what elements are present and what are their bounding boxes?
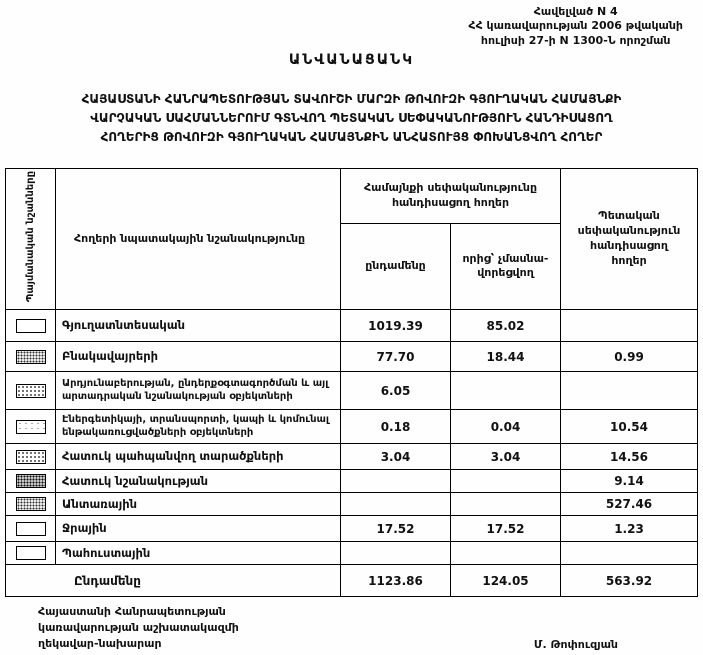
value-community-of-which: 18.44 [451,342,561,372]
row-label: Գյուղատնտեսական [56,310,341,342]
row-label: Հատուկ նշանակության [56,470,341,493]
value-state: 1.23 [561,516,698,542]
row-label: Ջրային [56,516,341,542]
table-row [6,410,698,444]
subtitle-line-2: ՎԱՐՉԱԿԱՆ ՍԱՀՄԱՆՆԵՐՈՒՄ ԳՏՆՎՈՂ ՊԵՏԱԿԱՆ ՍԵՓԱԿԱՆՈՒԹՅՈՒՆ ՀԱՆԴԻՍԱՑՈՂ [90,111,613,126]
annex-line-1: Հավելված N 4 [533,5,618,18]
value-community-of-which [451,372,561,410]
legend-swatch [16,450,46,464]
signatory-line-3: ղեկավար-նախարար [38,636,162,650]
value-community-of-which: 3.04 [451,444,561,470]
table-total-row [6,565,698,597]
legend-cell [6,342,56,372]
value-community-of-which: 17.52 [451,516,561,542]
table-row [6,444,698,470]
header-community-total: ընդամենը [341,223,451,310]
value-state [561,542,698,565]
value-community-total: 0.18 [341,410,451,444]
subtitle-line-1: ՀԱՅԱՍՏԱՆԻ ՀԱՆՐԱՊԵՏՈՒԹՅԱՆ ՏԱՎՈՒՇԻ ՄԱՐԶԻ ԹՈՎՈՒԶԻ ԳՅՈՒՂԱԿԱՆ ՀԱՄԱՅՆՔԻ [81,92,622,106]
value-state [561,372,698,410]
table-header [6,169,698,310]
row-label: Հատուկ պահպանվող տարածքների [56,444,341,470]
value-community-of-which [451,493,561,516]
row-label: Արդյունաբերության, ընդերքօգտագործման և այլ արտադրական նշանակության օբյեկտների [56,372,341,410]
table-row [6,493,698,516]
legend-swatch [16,420,46,434]
legend-cell [6,542,56,565]
value-community-total: 6.05 [341,372,451,410]
row-label: Բնակավայրերի [56,342,341,372]
legend-swatch [16,474,46,488]
table-row [6,542,698,565]
total-community-total: 1123.86 [341,565,451,597]
legend-swatch [16,350,46,364]
legend-cell [6,444,56,470]
total-label: Ընդամենը [6,565,341,597]
header-state-owned: Պետական սեփականություն հանդիսացող հողեր [561,169,698,310]
land-allocation-table [5,168,698,597]
legend-swatch [16,319,46,333]
value-community-of-which: 85.02 [451,310,561,342]
document-subtitle [8,90,695,148]
annex-line-3: հուլիսի 27-ի N 1300-Ն որոշման [480,33,671,47]
signatory-title-block [38,604,239,652]
value-community-of-which [451,542,561,565]
signatory-line-2: կառավարության աշխատակազմի [38,620,239,634]
header-conventional-signs [6,169,56,310]
legend-cell [6,516,56,542]
legend-cell [6,410,56,444]
value-community-total: 3.04 [341,444,451,470]
value-community-total [341,470,451,493]
legend-swatch [16,522,46,536]
subtitle-line-3: ՀՈՂԵՐԻՑ ԹՈՎՈՒԶԻ ԳՅՈՒՂԱԿԱՆ ՀԱՄԱՅՆՔԻՆ ԱՆՀԱՏՈՒՅՑ ՓՈԽԱՆՑՎՈՂ ՀՈՂԵՐ [100,130,603,145]
row-label: Էներգետիկայի, տրանսպորտի, կապի և կոմունալ ենթակառուցվածքների օբյեկտների [56,410,341,444]
row-label: Անտառային [56,493,341,516]
header-community-of-which: որից՝ չմասնա-վորեցվող [451,223,561,310]
value-community-total: 17.52 [341,516,451,542]
value-community-total: 77.70 [341,342,451,372]
value-state: 10.54 [561,410,698,444]
value-state: 0.99 [561,342,698,372]
legend-cell [6,310,56,342]
legend-cell [6,493,56,516]
legend-swatch [16,497,46,511]
total-state: 563.92 [561,565,698,597]
legend-cell [6,372,56,410]
value-state [561,310,698,342]
value-state: 14.56 [561,444,698,470]
signatory-line-1: Հայաստանի Հանրապետության [38,605,226,618]
table-body [6,310,698,597]
header-land-purpose: Հողերի նպատակային նշանակությունը [56,169,341,310]
legend-swatch [16,546,46,560]
legend-cell [6,470,56,493]
header-community-owned-group: Համայնքի սեփականությունը հանդիսացող հողեր [341,169,561,224]
document-title: ԱՆՎԱՆԱՑԱՆԿ [288,52,415,68]
value-community-of-which: 0.04 [451,410,561,444]
value-community-of-which [451,470,561,493]
value-community-total [341,542,451,565]
table-row [6,342,698,372]
table-row [6,470,698,493]
annex-reference [468,5,683,48]
value-state: 9.14 [561,470,698,493]
total-community-of-which: 124.05 [451,565,561,597]
signature-name: Մ. Թոփուզյան [533,638,618,651]
row-label: Պահուստային [56,542,341,565]
value-state: 527.46 [561,493,698,516]
value-community-total [341,493,451,516]
table-row [6,310,698,342]
value-community-total: 1019.39 [341,310,451,342]
table-row [6,372,698,410]
header-conventional-signs-label: Պայմանական նշանները [25,171,36,303]
table-row [6,516,698,542]
annex-line-2: ՀՀ կառավարության 2006 թվականի [468,19,683,33]
legend-swatch [16,384,46,398]
